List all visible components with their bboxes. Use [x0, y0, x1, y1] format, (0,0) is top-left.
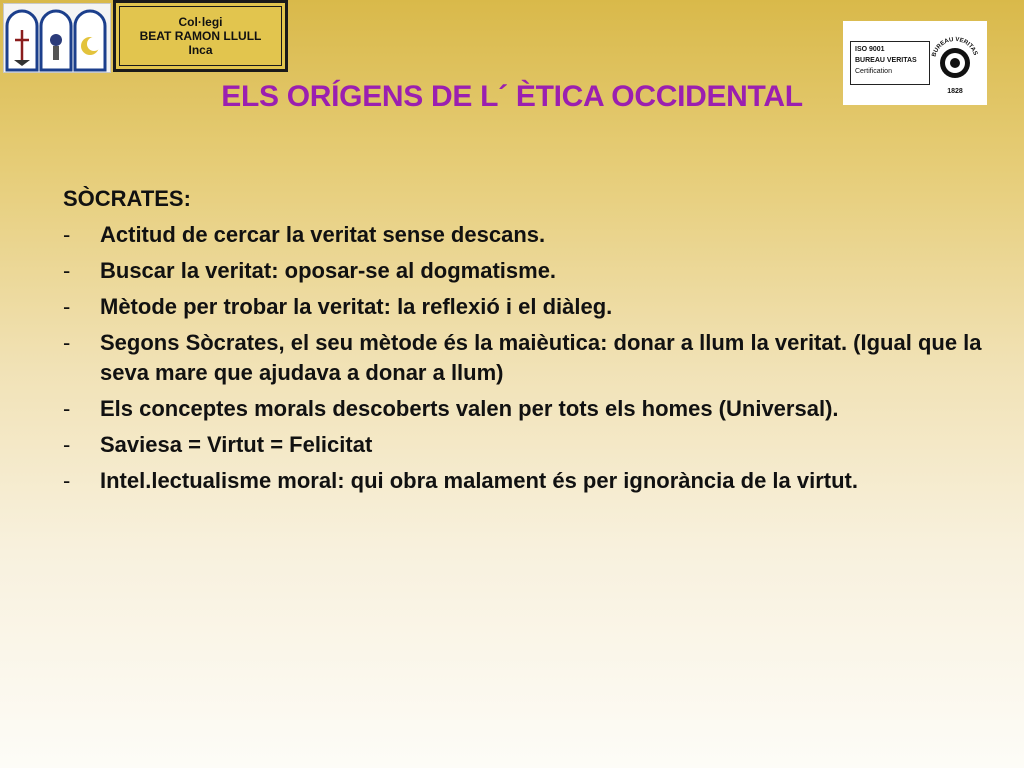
list-item	[63, 466, 983, 496]
school-name-line-1: Col·legi	[178, 15, 223, 29]
list-item-text: Mètode per trobar la veritat: la reflexió i el diàleg.	[100, 294, 613, 319]
bullet-dash: -	[63, 222, 71, 247]
seal-year-text: 1828	[947, 88, 963, 95]
list-item-text: Actitud de cercar la veritat sense descans.	[100, 222, 546, 247]
slide-content	[63, 184, 983, 502]
bullet-dash: -	[63, 294, 71, 319]
bullet-dash: -	[63, 432, 71, 457]
bullet-dash: -	[63, 330, 71, 355]
list-item	[63, 430, 983, 460]
bullet-dash: -	[63, 396, 71, 421]
bullet-dash: -	[63, 258, 71, 283]
list-item	[63, 394, 983, 424]
cert-line-1: ISO 9001	[855, 46, 885, 53]
cert-line-3: Certification	[855, 68, 892, 75]
bullet-list	[63, 220, 983, 496]
crest-arches-icon	[4, 4, 110, 72]
list-item-text: Intel.lectualisme moral: qui obra malament és per ignorància de la virtut.	[100, 468, 858, 493]
list-item-text: Segons Sòcrates, el seu mètode és la maièutica: donar a llum la veritat. (Igual que la seva mare que ajudava a donar a llum)	[100, 330, 982, 385]
list-item	[63, 220, 983, 250]
bullet-dash: -	[63, 468, 71, 493]
school-name-line-2: BEAT RAMON LLULL	[139, 29, 262, 43]
cert-line-2: BUREAU VERITAS	[855, 57, 917, 64]
seal-top-text: BUREAU VERITAS	[931, 36, 979, 58]
school-name-box	[113, 0, 288, 72]
list-item	[63, 292, 983, 322]
list-item-text: Els conceptes morals descoberts valen per tots els homes (Universal).	[100, 396, 839, 421]
list-item	[63, 256, 983, 286]
list-item-text: Buscar la veritat: oposar-se al dogmatisme.	[100, 258, 557, 283]
list-item-text: Saviesa = Virtut = Felicitat	[100, 432, 373, 457]
slide-title: ELS ORÍGENS DE L´ ÈTICA OCCIDENTAL	[221, 80, 803, 113]
list-item	[63, 328, 983, 388]
certification-text-box	[850, 41, 930, 85]
section-heading: SÒCRATES:	[63, 186, 191, 211]
school-crest-logo	[3, 3, 111, 73]
school-name-line-3: Inca	[188, 43, 213, 57]
